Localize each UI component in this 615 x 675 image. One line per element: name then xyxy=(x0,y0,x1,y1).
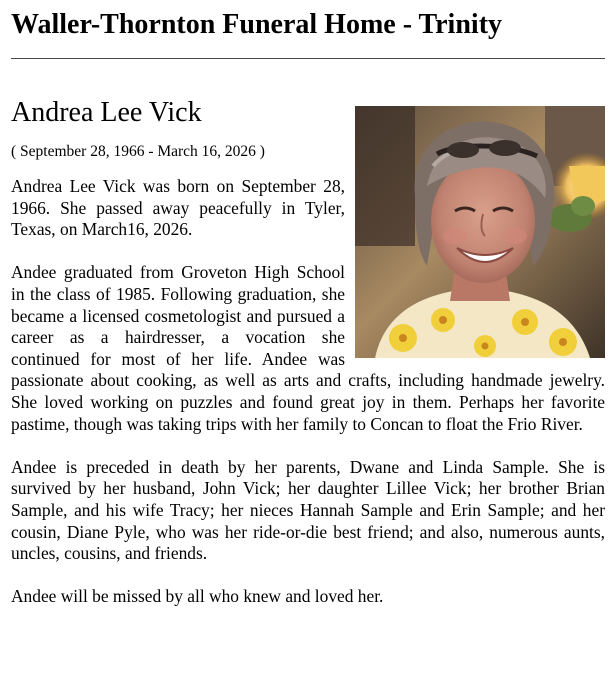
header-divider xyxy=(11,58,605,59)
portrait-photo xyxy=(355,106,605,358)
site-title: Waller-Thornton Funeral Home - Trinity xyxy=(11,9,503,40)
obituary-content xyxy=(11,96,605,608)
deceased-name: Andrea Lee Vick xyxy=(11,97,202,128)
obituary-paragraph-family: Andee is preceded in death by her parents, Dwane and Linda Sample. She is survived by her husband, John Vick; her daughter Lillee Vick; her brother Brian Sample, and his wife Tracy; her nieces Hannah Sample and Erin Sample; and her cousin, Diane Pyle, who was her ride-or-die best friend; and also, numerous aunts, uncles, cousins, and friends. xyxy=(11,456,605,564)
obituary-paragraph-closing: Andee will be missed by all who knew and loved her. xyxy=(11,586,384,607)
obituary-paragraph-life: Andee graduated from Groveton High School in the class of 1985. Following graduation, she became a licensed cosmetologist and pursued a career as a hairdresser, a vocation she continued for most of her life. Andee was passionate about cooking, as well as arts and crafts, including handmade jewelry. She loved working on puzzles and found great joy in them. Perhaps her favorite pastime, though was taking trips with her family to Concan to float the Frio River. xyxy=(11,262,605,434)
life-dates: ( September 28, 1966 - March 16, 2026 ) xyxy=(11,143,265,160)
obituary-paragraph-birth: Andrea Lee Vick was born on September 28, 1966. She passed away peacefully in Tyler, Texas, on March16, 2026. xyxy=(11,176,345,240)
